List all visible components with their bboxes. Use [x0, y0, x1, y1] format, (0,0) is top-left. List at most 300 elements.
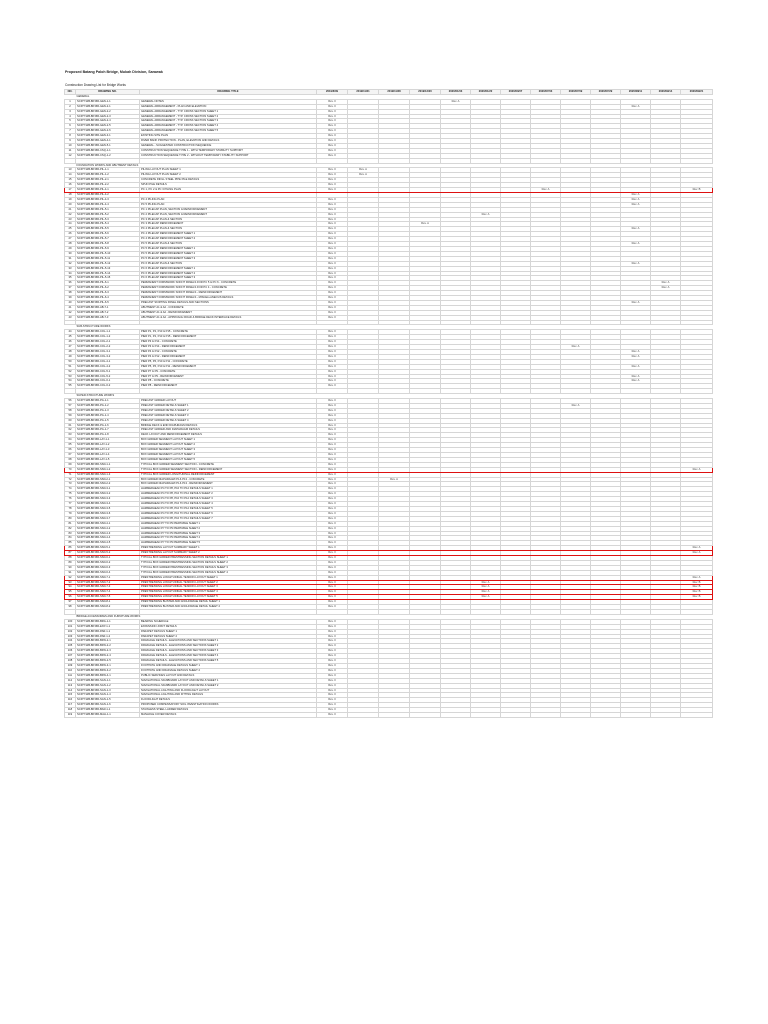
drawing-number: SCP/T-WB-BP-BR-SSD-7-3: [76, 585, 140, 590]
drawing-title: PERMANENT FORMWORK SOFFIT PANELS FOR PC 5 & PC 6 - CONCRETE: [140, 281, 317, 286]
row-number: 32: [65, 261, 76, 266]
revision-cell: Rev. A: [681, 575, 713, 580]
revision-cell: Rev. A: [621, 300, 651, 305]
revision-cell: Rev. 0: [317, 551, 348, 556]
drawing-number: SCP/T-WB-BP-BR-PG-1-4: [76, 413, 140, 418]
column-header: NO.: [65, 90, 76, 95]
row-number: 88: [65, 556, 76, 561]
column-header: 2020/03/07: [501, 90, 531, 95]
drawing-title: DECK LAYOUT AND REINFORCEMENT DETAILS: [140, 433, 317, 438]
drawing-title: ABUTMENT A1 & A2 - REINFORCEMENT: [140, 310, 317, 315]
drawing-title: PC 4 PILECAP REINFORCEMENT SHEET 1: [140, 232, 317, 237]
drawing-title: PC 4 PILECAP REINFORCEMENT SHEET 2: [140, 237, 317, 242]
row-number: 37: [65, 286, 76, 291]
drawing-title: BOX GIRDER SEGMENT LAYOUT SHEET 1: [140, 438, 317, 443]
row-number: 77: [65, 502, 76, 507]
row-number: 68: [65, 457, 76, 462]
drawing-title: PIER P3 & P14 - CONCRETE: [140, 340, 317, 345]
revision-cell: Rev. A: [471, 595, 501, 600]
drawing-title: EXISTING SITE PLAN: [140, 134, 317, 139]
drawing-title: PC 5 PILING PLAN: [140, 202, 317, 207]
drawing-number: SCP/T-WB-BP-BR-SSD-3-7: [76, 516, 140, 521]
drawing-title: NAVIGATIONAL LIGHTING AND FLOODLIGHT LAYOUT: [140, 688, 317, 693]
drawing-title: PC 6 PILECAP REINFORCEMENT SHEET 3: [140, 276, 317, 281]
column-header: 2020/07/03: [531, 90, 561, 95]
row-number: 53: [65, 374, 76, 379]
drawing-title: PROPOSED COMPENSATORY SOIL INVESTIGATION WORKS: [140, 703, 317, 708]
row-number: 98: [65, 605, 76, 610]
column-header: 2020/01/03: [441, 90, 471, 95]
revision-cell: [441, 713, 471, 718]
row-number: 111: [65, 673, 76, 678]
row-number: 48: [65, 350, 76, 355]
revision-cell: Rev. 0: [317, 143, 348, 148]
drawing-number: SCP/T-WB-BP-BR-PG-1-3: [76, 408, 140, 413]
revision-cell: Rev. 0: [317, 305, 348, 310]
revision-cell: Rev. 0: [317, 629, 348, 634]
revision-cell: Rev. 0: [317, 246, 348, 251]
revision-cell: Rev. 0: [317, 266, 348, 271]
drawing-list-table: [64, 89, 713, 718]
row-number: 69: [65, 462, 76, 467]
drawing-number: SCP/T-WB-BP-BR-COL-5-2: [76, 374, 140, 379]
row-number: 82: [65, 526, 76, 531]
revision-cell: Rev. 0: [317, 502, 348, 507]
drawing-number: SCP/T-WB-BP-BR-SGN-1-6: [76, 703, 140, 708]
row-number: 118: [65, 708, 76, 713]
section-label: SUPER-STRUCTURE WORKS: [76, 394, 713, 399]
revision-cell: Rev. A: [348, 173, 379, 178]
drawing-number: SCP/T-WB-BP-BR-GEN-2-3: [76, 114, 140, 119]
drawing-number: SCP/T-WB-BP-BR-BFW-2-2: [76, 644, 140, 649]
drawing-number: SCP/T-WB-BP-BR-COL-1-1: [76, 330, 140, 335]
revision-cell: Rev. A: [441, 99, 471, 104]
drawing-number: SCP/T-WB-BP-BR-GEN-2-1: [76, 104, 140, 109]
revision-cell: Rev. 0: [317, 649, 348, 654]
drawing-title: PC 4 PILECAP PLAN & SECTION: [140, 227, 317, 232]
drawing-title: STAINLESS STEEL LADDER DETAILS: [140, 708, 317, 713]
drawing-number: SCP/T-WB-BP-BR-MAH-1-1: [76, 713, 140, 718]
drawing-number: SCP/T-WB-BP-BR-SGN-1-2: [76, 683, 140, 688]
drawing-number: SCP/T-WB-BP-BR-SSD-3-3: [76, 497, 140, 502]
drawing-title: HAMMERHEAD P4 TO P8, P10 TO P12 DETAILS SHEET 1: [140, 487, 317, 492]
revision-cell: Rev. 0: [317, 379, 348, 384]
row-number: 102: [65, 629, 76, 634]
revision-cell: Rev. 0: [317, 286, 348, 291]
revision-cell: Rev. 0: [317, 570, 348, 575]
drawing-title: PRECAST GIRDER AND DIAPHRAGM DETAILS: [140, 428, 317, 433]
revision-cell: Rev. A: [681, 551, 713, 556]
row-number: 5: [65, 119, 76, 124]
row-number: 42: [65, 310, 76, 315]
revision-cell: Rev. 0: [317, 634, 348, 639]
revision-cell: Rev. A: [471, 585, 501, 590]
revision-cell: Rev. 0: [317, 457, 348, 462]
revision-cell: Rev. 0: [317, 222, 348, 227]
drawing-number: SCP/T-WB-BP-BR-SSD-5-1: [76, 546, 140, 551]
drawing-title: BOX GIRDER DIAPHRAGM P3 & P13 - CONCRETE: [140, 477, 317, 482]
revision-cell: Rev. 0: [317, 256, 348, 261]
row-number: 51: [65, 364, 76, 369]
row-number: 66: [65, 448, 76, 453]
revision-cell: Rev. A: [621, 227, 651, 232]
drawing-number: SCP/T-WB-BP-BR-SSD-3-4: [76, 502, 140, 507]
row-number: 35: [65, 276, 76, 281]
drawing-number: SCP/T-WB-BP-BR-SSD-6-4: [76, 570, 140, 575]
revision-cell: Rev. 0: [317, 374, 348, 379]
row-number: 21: [65, 207, 76, 212]
revision-cell: Rev. A: [531, 188, 561, 193]
row-number: 110: [65, 668, 76, 673]
revision-cell: Rev. 0: [317, 590, 348, 595]
drawing-title: PERMANENT FORMWORK SOFFIT PANELS FOR PC 4 - CONCRETE: [140, 286, 317, 291]
revision-cell: Rev. 0: [317, 526, 348, 531]
table-body: [65, 94, 713, 717]
revision-cell: Rev. A: [471, 580, 501, 585]
revision-cell: Rev. A: [651, 281, 681, 286]
row-number: 40: [65, 300, 76, 305]
revision-cell: Rev. 0: [317, 207, 348, 212]
row-number: 78: [65, 506, 76, 511]
column-header: DRAWING NO.: [76, 90, 140, 95]
drawing-number: SCP/T-WB-BP-BR-COL-3-1: [76, 350, 140, 355]
drawing-number: SCP/T-WB-BP-BR-PIL-6-2: [76, 286, 140, 291]
revision-cell: [591, 713, 621, 718]
drawing-title: HAMMERHEAD P4 TO P8, P10 TO P12 DETAILS SHEET 4: [140, 502, 317, 507]
revision-cell: Rev. 0: [317, 497, 348, 502]
drawing-title: CONSTRUCTION SEQUENCE TYPE 2 - WITHOUT TEMPORARY STABILITY SUPPORT: [140, 153, 317, 158]
revision-cell: Rev. A: [471, 590, 501, 595]
drawing-title: BOX GIRDER SEGMENT LAYOUT SHEET 2: [140, 443, 317, 448]
column-header: 2019/6/09: [317, 90, 348, 95]
revision-cell: Rev. 0: [317, 683, 348, 688]
revision-cell: [501, 713, 531, 718]
drawing-title: PERMANENT FORMWORK SOFFIT PANELS - REINFORCEMENT: [140, 291, 317, 296]
row-number: 101: [65, 624, 76, 629]
drawing-number: SCP/T-WB-BP-BR-PIL-6-1: [76, 281, 140, 286]
revision-cell: Rev. B: [681, 595, 713, 600]
drawing-number: SCP/T-WB-BP-BR-PIL-6-5: [76, 300, 140, 305]
drawing-title: HAMMERHEAD P4 TO P8, P10 TO P12 DETAILS SHEET 3: [140, 497, 317, 502]
row-number: 3: [65, 109, 76, 114]
drawing-number: SCP/T-WB-BP-BR-SSD-6-1: [76, 556, 140, 561]
revision-cell: Rev. 0: [317, 364, 348, 369]
drawing-title: PC 6 PILECAP REINFORCEMENT SHEET 1: [140, 266, 317, 271]
row-number: 70: [65, 467, 76, 472]
row-number: 104: [65, 639, 76, 644]
drawing-title: PRESTRESSING LONGITUDINAL TENDON LAYOUT SHEET 2: [140, 580, 317, 585]
row-number: 84: [65, 536, 76, 541]
revision-cell: Rev. 0: [317, 531, 348, 536]
row-number: 61: [65, 423, 76, 428]
drawing-title: PIER P7 & P9 - REINFORCEMENT: [140, 374, 317, 379]
drawing-number: SCP/T-WB-BP-BR-SGN-1-5: [76, 698, 140, 703]
revision-cell: Rev. 0: [317, 511, 348, 516]
drawing-title: ABUTMENT A1 & A2 - APPROACH ROAD & BRIDGE DECK INTERFACE DETAILS: [140, 315, 317, 320]
revision-cell: Rev. 0: [317, 183, 348, 188]
drawing-title: GENERAL ARRANGEMENT - TYP. CROSS SECTION SHEET 1: [140, 109, 317, 114]
drawing-title: MANHOLE COVER DETAILS: [140, 713, 317, 718]
column-header: 2020/01/22: [471, 90, 501, 95]
row-number: 67: [65, 453, 76, 458]
row-number: 13: [65, 168, 76, 173]
row-number: 103: [65, 634, 76, 639]
revision-cell: Rev. 0: [317, 453, 348, 458]
row-number: 6: [65, 124, 76, 129]
document-title: Proposed Batang Paloh Bridge, Mukah Division, Sarawak: [65, 70, 163, 74]
row-number: 63: [65, 433, 76, 438]
revision-cell: Rev. A: [621, 202, 651, 207]
revision-cell: Rev. 0: [317, 188, 348, 193]
row-number: 38: [65, 291, 76, 296]
drawing-title: SPUN PILE DETAILS: [140, 183, 317, 188]
drawing-number: SCP/T-WB-BP-BR-PAR-1-2: [76, 634, 140, 639]
drawing-title: PERMANENT FORMWORK SOFFIT PANELS - MISCELLANEOUS DETAILS: [140, 296, 317, 301]
row-number: 26: [65, 232, 76, 237]
row-number: 116: [65, 698, 76, 703]
row-number: 87: [65, 551, 76, 556]
row-number: 8: [65, 134, 76, 139]
drawing-title: PC 5 PILECAP REINFORCEMENT SHEET 1: [140, 246, 317, 251]
revision-cell: Rev. 0: [317, 134, 348, 139]
column-header: DRAWING TITLE: [140, 90, 317, 95]
drawing-title: GENERAL ARRANGEMENT - TYP. CROSS SECTION SHEET 2: [140, 114, 317, 119]
drawing-title: PIER P8 - CONCRETE: [140, 379, 317, 384]
row-number: 27: [65, 237, 76, 242]
row-number: 18: [65, 193, 76, 198]
drawing-title: PIER P5, P6, P10 & P11 - REINFORCEMENT: [140, 364, 317, 369]
row-number: 12: [65, 153, 76, 158]
revision-cell: Rev. 0: [317, 281, 348, 286]
row-number: 112: [65, 678, 76, 683]
drawing-number: SCP/T-WB-BP-BR-PIL-5-14: [76, 271, 140, 276]
row-number: 65: [65, 443, 76, 448]
row-number: 94: [65, 585, 76, 590]
revision-cell: Rev. A: [621, 379, 651, 384]
row-number: 105: [65, 644, 76, 649]
row-number: 15: [65, 178, 76, 183]
drawing-title: TYPICAL BOX GIRDER SEGMENT SECTION - CONCRETE: [140, 462, 317, 467]
row-number: 14: [65, 173, 76, 178]
drawing-number: SCP/T-WB-BP-BR-PIL-5-8: [76, 242, 140, 247]
revision-cell: Rev. 0: [317, 124, 348, 129]
drawing-number: SCP/T-WB-BP-BR-COL-6-2: [76, 384, 140, 389]
revision-cell: Rev. 0: [317, 369, 348, 374]
revision-cell: Rev. 0: [317, 536, 348, 541]
drawing-number: SCP/T-WB-BP-BR-PIL-2-2: [76, 183, 140, 188]
drawing-number: SCP/T-WB-BP-BR-SSD-7-4: [76, 590, 140, 595]
drawing-title: PC 3 PILECAP REINFORCEMENT: [140, 222, 317, 227]
revision-cell: Rev. 0: [317, 428, 348, 433]
row-number: 62: [65, 428, 76, 433]
drawing-number: SCP/T-WB-BP-BR-PIL-5-2: [76, 212, 140, 217]
drawing-number: SCP/T-WB-BP-BR-SSD-4-5: [76, 541, 140, 546]
revision-cell: Rev. 0: [317, 114, 348, 119]
revision-cell: Rev. 0: [317, 399, 348, 404]
drawing-number: SCP/T-WB-BP-BR-COL-3-2: [76, 354, 140, 359]
drawing-number: SCP/T-WB-BP-BR-PIL-4-3: [76, 197, 140, 202]
row-number: 49: [65, 354, 76, 359]
drawing-number: SCP/T-WB-BP-BR-SSD-7-2: [76, 580, 140, 585]
drawing-title: PRESTRESSING LONGITUDINAL TENDON LAYOUT SHEET 5: [140, 595, 317, 600]
row-number: 1: [65, 99, 76, 104]
drawing-title: PC 3 PILECAP PLAN & SECTION: [140, 217, 317, 222]
row-number: 28: [65, 242, 76, 247]
row-number: 74: [65, 487, 76, 492]
revision-cell: Rev. A: [621, 242, 651, 247]
drawing-number: SCP/T-WB-BP-BR-SSD-4-1: [76, 521, 140, 526]
row-number: 30: [65, 251, 76, 256]
row-number: 76: [65, 497, 76, 502]
drawing-title: GENERAL ARRANGEMENT - PLAN AND ELEVATION: [140, 104, 317, 109]
row-number: 79: [65, 511, 76, 516]
row-number: 85: [65, 541, 76, 546]
row-number: 109: [65, 663, 76, 668]
drawing-number: SCP/T-WB-BP-BR-PIL-5-12: [76, 261, 140, 266]
revision-cell: [681, 713, 713, 718]
revision-cell: Rev. 0: [317, 585, 348, 590]
drawing-title: PARAPET DETAILS SHEET 2: [140, 634, 317, 639]
drawing-title: CONSTRUCTION SEQUENCE TYPE 1 - WITH TEMPORARY STABILITY SUPPORT: [140, 148, 317, 153]
revision-cell: Rev. 0: [317, 472, 348, 477]
revision-cell: Rev. 0: [317, 663, 348, 668]
drawing-number: SCP/T-WB-BP-BR-LAY-1-3: [76, 448, 140, 453]
revision-cell: [651, 713, 681, 718]
revision-cell: Rev. 0: [317, 565, 348, 570]
drawing-title: FOOTPATH AND DRAINAGE DETAILS SHEET 2: [140, 668, 317, 673]
revision-cell: Rev. A: [621, 104, 651, 109]
drawing-title: PRESTRESSING LAYOUT SUMMARY SHEET 2: [140, 551, 317, 556]
revision-cell: Rev. B: [681, 585, 713, 590]
drawing-number: SCP/T-WB-BP-BR-SSD-1-1: [76, 462, 140, 467]
row-number: 95: [65, 590, 76, 595]
revision-cell: Rev. 0: [317, 129, 348, 134]
row-number: 73: [65, 482, 76, 487]
drawing-number: SCP/T-WB-BP-BR-GEN-2-4: [76, 119, 140, 124]
column-header: 2020/07/29: [591, 90, 621, 95]
drawing-number: SCP/T-WB-BP-BR-SSD-7-1: [76, 575, 140, 580]
revision-cell: Rev. 0: [317, 487, 348, 492]
drawing-number: SCP/T-WB-BP-BR-SSD-3-6: [76, 511, 140, 516]
drawing-number: SCP/T-WB-BP-BR-SSD-4-4: [76, 536, 140, 541]
row-number: 50: [65, 359, 76, 364]
drawing-title: PIER P4 & P12 - CONCRETE: [140, 350, 317, 355]
drawing-number: SCP/T-WB-BP-BR-SGN-1-4: [76, 693, 140, 698]
drawing-number: SCP/T-WB-BP-BR-SSD-4-3: [76, 531, 140, 536]
drawing-title: RIVER BANK PROTECTION - PLAN, ELEVATION AND DETAILS: [140, 139, 317, 144]
drawing-number: SCP/T-WB-BP-BR-SSD-8-2: [76, 605, 140, 610]
row-number: 72: [65, 477, 76, 482]
drawing-title: EXPANSION JOINT DETAILS: [140, 624, 317, 629]
revision-cell: Rev. A: [561, 345, 591, 350]
drawing-number: SCP/T-WB-BP-BR-SSD-3-2: [76, 492, 140, 497]
drawing-number: SCP/T-WB-BP-BR-GEN-1-1: [76, 99, 140, 104]
row-number: 20: [65, 202, 76, 207]
revision-cell: Rev. A: [621, 354, 651, 359]
revision-cell: Rev. 0: [317, 300, 348, 305]
row-number: 97: [65, 600, 76, 605]
row-number: 34: [65, 271, 76, 276]
row-number: 71: [65, 472, 76, 477]
drawing-number: SCP/T-WB-BP-BR-SSD-1-2: [76, 467, 140, 472]
column-header: 2020/09/21: [681, 90, 713, 95]
revision-cell: Rev. 0: [317, 408, 348, 413]
revision-cell: Rev. 0: [317, 212, 348, 217]
drawing-number: SCP/T-WB-BP-BR-BFW-3-2: [76, 668, 140, 673]
drawing-number: SCP/T-WB-BP-BR-BFW-2-4: [76, 654, 140, 659]
drawing-title: DRAINAGE DETAILS - ELEVATIONS AND SECTIONS SHEET 1: [140, 639, 317, 644]
revision-cell: Rev. 0: [317, 354, 348, 359]
revision-cell: Rev. 0: [317, 330, 348, 335]
revision-cell: Rev. 0: [317, 619, 348, 624]
row-number: 89: [65, 560, 76, 565]
drawing-number: SCP/T-WB-BP-BR-SSD-6-3: [76, 565, 140, 570]
drawing-title: PIER P8 - REINFORCEMENT: [140, 384, 317, 389]
revision-cell: Rev. 0: [317, 418, 348, 423]
drawing-number: SCP/T-WB-BP-BR-PG-1-1: [76, 399, 140, 404]
revision-cell: Rev. 0: [317, 600, 348, 605]
drawing-title: BOX GIRDER SEGMENT LAYOUT SHEET 5: [140, 457, 317, 462]
revision-cell: Rev. A: [681, 546, 713, 551]
row-number: 19: [65, 197, 76, 202]
drawing-title: PC 4 PILING PLAN: [140, 197, 317, 202]
revision-cell: Rev. 0: [317, 708, 348, 713]
revision-cell: Rev. 0: [317, 462, 348, 467]
row-number: 31: [65, 256, 76, 261]
row-number: 16: [65, 183, 76, 188]
drawing-title: PC 1, PC 2 & PC 3 PILING PLAN: [140, 188, 317, 193]
drawing-title: PARAPET DETAILS SHEET 1: [140, 629, 317, 634]
drawing-number: SCP/T-WB-BP-BR-PIL-2-1: [76, 178, 140, 183]
drawing-number: SCP/T-WB-BP-BR-PG-1-8: [76, 433, 140, 438]
drawing-number: SCP/T-WB-BP-BR-PIL-5-4: [76, 222, 140, 227]
drawing-title: PRECAST GIRDER DETAILS SHEET 2: [140, 408, 317, 413]
row-number: 58: [65, 408, 76, 413]
row-number: 39: [65, 296, 76, 301]
drawing-number: SCP/T-WB-BP-BR-SSD-4-2: [76, 526, 140, 531]
revision-cell: Rev. 0: [317, 693, 348, 698]
drawing-title: DRAINAGE DETAILS - ELEVATIONS AND SECTIONS SHEET 4: [140, 654, 317, 659]
revision-cell: Rev. A: [410, 222, 441, 227]
drawing-title: BEARING SCHEDULE: [140, 619, 317, 624]
row-number: 29: [65, 246, 76, 251]
row-number: 2: [65, 104, 76, 109]
drawing-number: SCP/T-WB-BP-BR-SSD-5-2: [76, 551, 140, 556]
row-number: 45: [65, 335, 76, 340]
revision-cell: Rev. 0: [317, 413, 348, 418]
drawing-number: SCP/T-WB-BP-BR-PIL-1-1: [76, 168, 140, 173]
revision-cell: Rev. 0: [317, 227, 348, 232]
row-number: 113: [65, 683, 76, 688]
revision-cell: [531, 713, 561, 718]
row-number: 24: [65, 222, 76, 227]
row-number: 54: [65, 379, 76, 384]
drawing-number: SCP/T-WB-BP-BR-GEN-5-1: [76, 143, 140, 148]
revision-cell: Rev. 0: [317, 296, 348, 301]
drawing-title: GENERAL ARRANGEMENT - TYP. CROSS SECTION SHEET 5: [140, 129, 317, 134]
drawing-number: SCP/T-WB-BP-BR-PIL-1-2: [76, 173, 140, 178]
drawing-title: CONCRETE INFILL STEEL PIPE PILE DETAILS: [140, 178, 317, 183]
drawing-title: PIER P7 & P9 - CONCRETE: [140, 369, 317, 374]
drawing-title: HAMMERHEAD P4 TO P8, P10 TO P12 DETAILS SHEET 2: [140, 492, 317, 497]
drawing-number: SCP/T-WB-BP-BR-SGN-1-3: [76, 688, 140, 693]
drawing-number: SCP/T-WB-BP-BR-SSD-2-1: [76, 477, 140, 482]
drawing-title: PC 1 PILECAP PLAN, SECTION & REINFORCEMENT: [140, 207, 317, 212]
revision-cell: Rev. A: [651, 286, 681, 291]
drawing-title: PRESTRESSING BLISTER AND ANCHORAGE DETAIL SHEET 1: [140, 600, 317, 605]
drawing-number: SCP/T-WB-BP-BR-GEN-2-6: [76, 129, 140, 134]
revision-cell: Rev. 0: [317, 467, 348, 472]
